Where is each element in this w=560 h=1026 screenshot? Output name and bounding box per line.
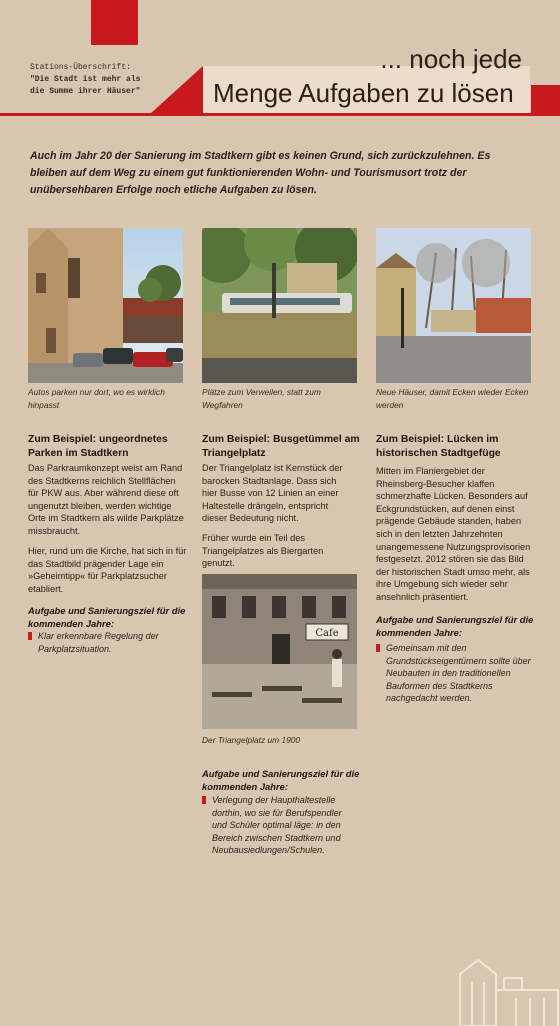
goal-col2 [202, 794, 357, 857]
station-heading [30, 62, 150, 98]
heading-col3: Zum Beispiel: Lücken im historischen Stadtgefüge [376, 434, 501, 459]
page-title-line2: Menge Aufgaben zu lösen [213, 78, 514, 108]
heading-col2: Zum Beispiel: Busgetümmel am Triangelplatz [202, 434, 360, 459]
caption-col1: Autos parken nur dort, wo es wirklich hinpasst [28, 387, 165, 410]
station-label: Stations-Überschrift: [30, 63, 131, 72]
station-quote: "Die Stadt ist mehr als die Summe ihrer Häuser" [30, 75, 141, 96]
page-title-line1: ... noch jede [380, 44, 522, 74]
caption-historic-photo: Der Triangelplatz um 1900 [202, 735, 301, 745]
goal-text-col2: Verlegung der Haupthaltestelle dorthin, wo sie für Berufspendler und Schüler optimal läge: in den Bereich zwischen Stadtkern und Neubausiedlungen/Schulen. [212, 795, 342, 856]
paragraph-col1-2: Hier, rund um die Kirche, hat sich in für das Stadtbild prägender Lage ein »Geheimtipp« für Parkplatzsucher etabliert. [28, 546, 187, 594]
caption-col3: Neue Häuser, damit Ecken wieder Ecken werden [376, 387, 529, 410]
house-outline-icon [458, 958, 560, 1026]
photo-street-corner [376, 228, 531, 383]
cafe-sign-text: Cafe [315, 628, 339, 639]
paragraph-col2-1: Der Triangelplatz ist Kernstück der barocken Stadtanlage. Dass sich hier Busse von 12 Linien an einer Haltestelle drängeln, entspricht dieser Bedeutung nicht. [202, 463, 343, 524]
photo-parking-church [28, 228, 183, 383]
paragraph-col3-1: Mitten im Flaniergebiet der Rheinsberg-Besucher klaffen schmerzhafte Lücken. Besonders auf Eckgrundstücken, auf denen einst prägende Gebäude standen, haben sich in den letzten Jahrzehnten unangemessene Nutzungsprovisorien festgesetzt. 2012 stören sie das Bild der historischen Stadt umso mehr, als ihre Umgebung sich wieder sehr ansehnlich präsentiert. [376, 466, 531, 602]
goal-text-col1: Klar erkennbare Regelung der Parkplatzsituation. [38, 631, 159, 654]
photo-historic-cafe [202, 574, 357, 729]
top-red-block [91, 0, 138, 45]
goal-text-col3: Gemeinsam mit den Grundstückseigentümern sollte über Neubauten in den traditionellen Bauformen des Stadtkerns nachgedacht werden. [386, 643, 531, 704]
goal-heading-col2: Aufgabe und Sanierungsziel für die kommenden Jahre: [202, 768, 360, 792]
red-bullet [28, 632, 32, 640]
title-red-block-right [531, 85, 560, 114]
red-bullet [202, 796, 206, 804]
heading-col1: Zum Beispiel: ungeordnetes Parken im Stadtkern [28, 434, 168, 459]
goal-col3 [376, 642, 536, 705]
red-bullet [376, 644, 380, 652]
photo-bus-square [202, 228, 357, 383]
goal-heading-col1: Aufgabe und Sanierungsziel für die kommenden Jahre: [28, 605, 186, 629]
paragraph-col1-1: Das Parkraumkonzept weist am Rand des Stadtkerns reichlich Stellflächen für PKW aus. Aber während diese oft ungenutzt bleiben, werden wichtige Orte im Stadtkern als wilde Parkplätze missbraucht. [28, 463, 184, 536]
goal-heading-col3: Aufgabe und Sanierungsziel für die kommenden Jahre: [376, 614, 534, 638]
caption-col2: Plätze zum Verweilen, statt zum Wegfahren [202, 387, 321, 410]
goal-col1 [28, 630, 188, 655]
paragraph-col2-2: Früher wurde ein Teil des Triangelplatzes als Biergarten genutzt. [202, 533, 324, 569]
intro-text: Auch im Jahr 20 der Sanierung im Stadtkern gibt es keinen Grund, sich zurückzulehnen. Es bleiben auf dem Weg zu einem gut funktionierenden Wohn- und Tourismusort trotz der unübersehbaren Erfolge noch etliche Aufgaben zu lösen. [30, 150, 491, 196]
header-rule [0, 113, 560, 116]
title-red-triangle [150, 66, 203, 114]
